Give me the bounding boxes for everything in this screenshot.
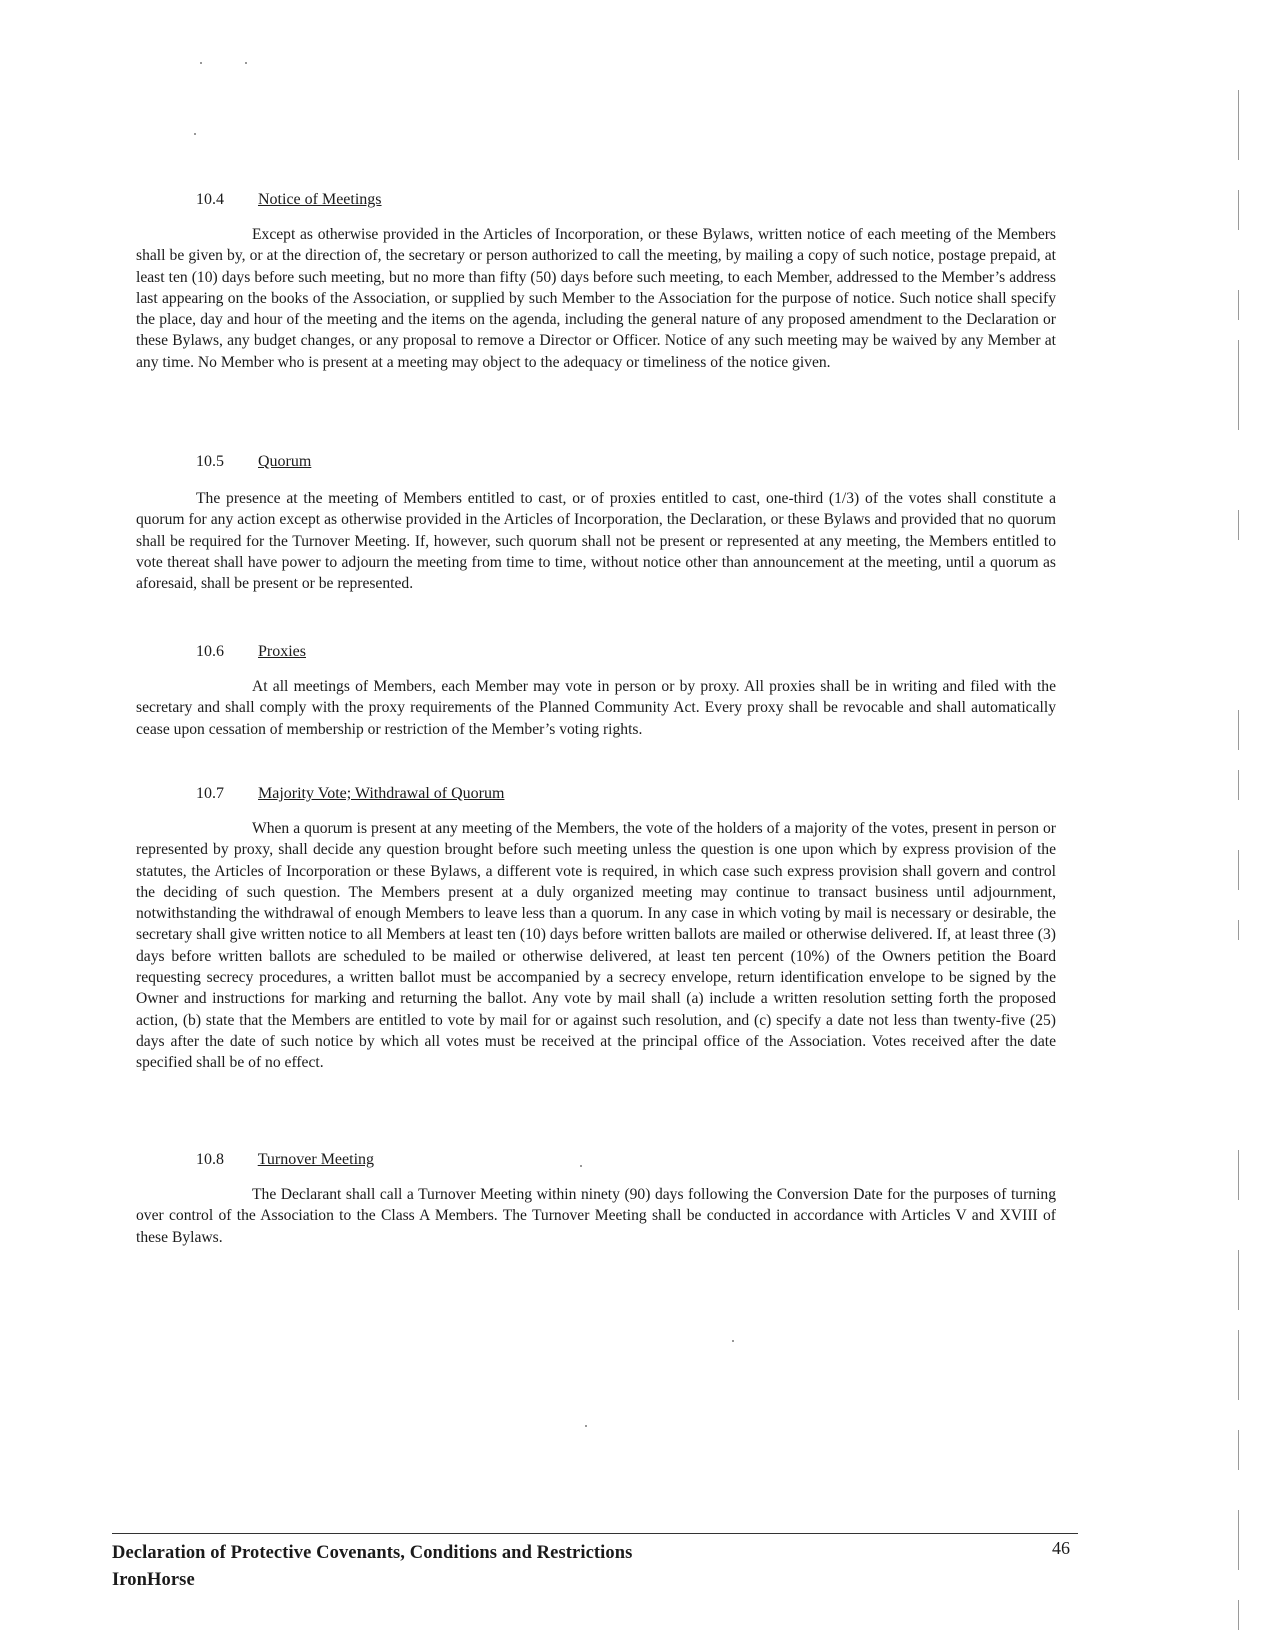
section-10-7 — [136, 784, 1056, 1089]
section-heading — [136, 190, 1056, 210]
section-title: Quorum — [258, 453, 312, 470]
footer-divider — [112, 1533, 1078, 1534]
section-title: Turnover Meeting — [257, 1151, 375, 1168]
section-10-5 — [136, 452, 1056, 610]
section-10-8 — [136, 1150, 1056, 1263]
section-number: 10.6 — [196, 643, 224, 660]
section-title: Notice of Meetings — [258, 191, 382, 208]
section-number: 10.4 — [196, 191, 224, 208]
section-title: Proxies — [258, 643, 306, 660]
scan-speck — [245, 62, 247, 64]
scan-margin-marks — [1238, 90, 1240, 1630]
section-heading — [136, 784, 1056, 804]
scan-speck — [580, 1165, 582, 1167]
section-body: The presence at the meeting of Members entitled to cast, or of proxies entitled to cast, one-third (1/3) of the votes shall constitute a quorum for any action except as otherwise provided in the Articles of Incorporation, the Declaration, or these Bylaws and provided that no quorum shall be required for the Turnover Meeting. If, however, such quorum shall not be present or represented at any meeting, the Members entitled to vote thereat shall have power to adjourn the meeting from time to time, without notice other than announcement at the meeting, until a quorum as aforesaid, shall be present or be represented. — [136, 490, 1056, 593]
footer-project-name: IronHorse — [112, 1570, 195, 1590]
section-heading — [136, 452, 1056, 472]
section-body: The Declarant shall call a Turnover Meeting within ninety (90) days following the Conversion Date for the purposes of turning over control of the Association to the Class A Members. The Turnover Meeting shall be conducted in accordance with Articles V and XVIII of these Bylaws. — [136, 1186, 1056, 1246]
section-title: Majority Vote; Withdrawal of Quorum — [258, 785, 505, 802]
scan-speck — [732, 1340, 734, 1342]
section-10-4 — [136, 190, 1056, 389]
section-body: Except as otherwise provided in the Articles of Incorporation, or these Bylaws, written notice of each meeting of the Members shall be given by, or at the direction of, the secretary or person authorized to call the meeting, by mailing a copy of such notice, postage prepaid, at least ten (10) days before such meeting, but no more than fifty (50) days before such meeting, to each Member, addressed to the Member’s address last appearing on the books of the Association, or supplied by such Member to the Association for the purpose of notice. Such notice shall specify the place, day and hour of the meeting and the items on the agenda, including the general nature of any proposed amendment to the Declaration or these Bylaws, any budget changes, or any proposal to remove a Director or Officer. Notice of any such meeting may be waived by any Member at any time. No Member who is present at a meeting may object to the adequacy or timeliness of the notice given. — [136, 226, 1056, 371]
section-heading — [136, 642, 1056, 662]
section-body: At all meetings of Members, each Member may vote in person or by proxy. All proxies shall be in writing and filed with the secretary and shall comply with the proxy requirements of the Planned Community Act. Every proxy shall be revocable and shall automatically cease upon cessation of membership or restriction of the Member’s voting rights. — [136, 678, 1056, 738]
footer — [112, 1540, 632, 1594]
page-number: 46 — [1052, 1538, 1070, 1558]
section-number: 10.8 — [196, 1151, 224, 1168]
scan-speck — [585, 1425, 587, 1427]
section-number: 10.5 — [196, 453, 224, 470]
section-body: When a quorum is present at any meeting of the Members, the vote of the holders of a majority of the votes, present in person or represented by proxy, shall decide any question brought before such meeting unless the question is one upon which by express provision of the statutes, the Articles of Incorporation or these Bylaws, a different vote is required, in which case such express provision shall govern and control the deciding of such question. The Members present at a duly organized meeting may continue to transact business until adjournment, notwithstanding the withdrawal of enough Members to leave less than a quorum. In any case in which voting by mail is necessary or desirable, the secretary shall give written notice to all Members at least ten (10) days before written ballots are mailed or otherwise delivered. If, at least three (3) days before written ballots are scheduled to be mailed or otherwise delivered, at least ten percent (10%) of the Owners petition the Board requesting secrecy procedures, a written ballot must be accompanied by a secrecy envelope, return identification envelope to be signed by the Owner and instructions for marking and returning the ballot. Any vote by mail shall (a) include a written resolution setting forth the proposed action, (b) state that the Members are entitled to vote by mail for or against such resolution, and (c) specify a date not less than twenty-five (25) days after the date of such notice by which all votes must be received at the principal office of the Association. Votes received after the date specified shall be of no effect. — [136, 820, 1056, 1072]
scan-speck — [194, 133, 196, 135]
scan-speck — [200, 62, 202, 64]
section-number: 10.7 — [196, 785, 224, 802]
footer-document-title: Declaration of Protective Covenants, Conditions and Restrictions — [112, 1543, 633, 1563]
section-10-6 — [136, 642, 1056, 755]
section-heading — [136, 1150, 1056, 1170]
